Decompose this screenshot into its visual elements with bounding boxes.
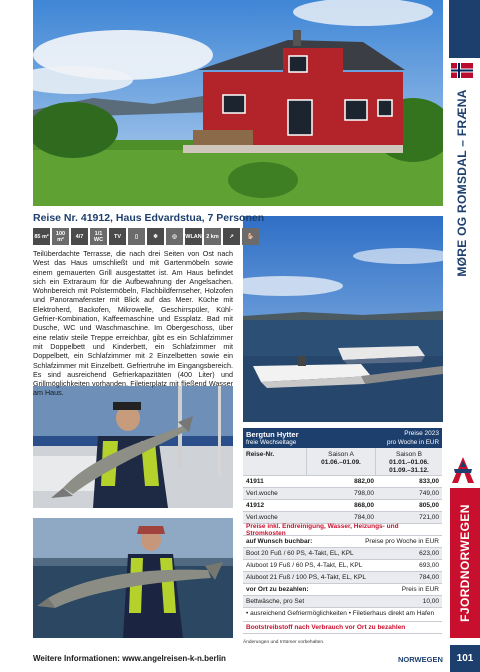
norway-flag-icon (451, 63, 473, 78)
boat-price: 784,00 (419, 574, 439, 581)
shop-icon: 2 km (204, 228, 221, 245)
footer-country: NORWEGEN (398, 655, 443, 664)
price-table-header (243, 428, 442, 448)
price-table (243, 428, 442, 634)
amenity-icons (33, 228, 259, 245)
boat-row (243, 572, 442, 584)
season-a-price: 784,00 (354, 514, 374, 521)
season-a-price: 882,00 (354, 478, 374, 485)
angler-fish-photo-2 (33, 518, 233, 638)
house-photo (33, 0, 443, 206)
price-row-label: 41912 (246, 502, 265, 509)
season-a-price: 868,00 (354, 502, 374, 509)
price-row-label: Verl.woche (246, 514, 278, 521)
footer-info: Weitere Informationen: www.angelreisen-k-n.berlin (33, 654, 226, 663)
boat-price: 693,00 (419, 562, 439, 569)
inclusive-note: Preise inkl. Endreinigung, Wasser, Heizungs- und Stromkosten (243, 524, 442, 536)
price-row (243, 476, 442, 488)
wlan-icon: WLAN (185, 228, 202, 245)
rooms-icon: 4/7 (71, 228, 88, 245)
pets-icon: 🐕 (242, 228, 259, 245)
tv-icon: TV (109, 228, 126, 245)
listing-title: Reise Nr. 41912, Haus Edvardstua, 7 Personen (33, 212, 265, 224)
trip-number-header: Reise-Nr. (246, 451, 275, 458)
season-b-price: 721,00 (419, 514, 439, 521)
region-label: MØRE OG ROMSDAL – FRÆNA (455, 88, 469, 277)
boat-label: Aluboot 19 Fuß / 60 PS, 4-Takt, EL, KPL (246, 562, 363, 569)
size-icon: 85 m² (33, 228, 50, 245)
boat-label: Boot 20 Fuß / 60 PS, 4-Takt, EL, KPL (246, 550, 354, 557)
disclaimer: Änderungen und Irrtümer vorbehalten. (243, 640, 325, 645)
price-unit: pro Woche in EUR (386, 439, 439, 446)
season-b-price: 749,00 (419, 490, 439, 497)
boat-row (243, 560, 442, 572)
boats-harbor-photo (243, 216, 443, 422)
freezer-icon: ❄ (147, 228, 164, 245)
boat-row (243, 548, 442, 560)
sidebar-top-bar (449, 0, 480, 58)
accommodation-name: Bergtun Hytter (246, 430, 299, 439)
season-a-header: Saison A 01.06.–01.09. (306, 448, 375, 475)
fridge-icon: ▯ (128, 228, 145, 245)
price-rows (243, 476, 442, 524)
page-number: 101 (450, 645, 480, 672)
plot-icon: 100 m² (52, 228, 69, 245)
season-a-price: 798,00 (354, 490, 374, 497)
price-row-label: Verl.woche (246, 490, 278, 497)
boat-label: Aluboot 21 Fuß / 100 PS, 4-Takt, EL, KPL (246, 574, 366, 581)
bookable-section-header: auf Wunsch buchbar: Preise pro Woche in EUR (243, 536, 442, 548)
fuel-note: Bootstreibstoff nach Verbrauch vor Ort zu bezahlen (243, 622, 442, 634)
changeover-note: freie Wechseltage (246, 439, 297, 446)
season-b-header: Saison B 01.01.–01.06. 01.09.–31.12. (375, 448, 442, 475)
listing-description: Teilüberdachte Terrasse, die nach drei Seiten von Ost nach West das Haus umschließt und mit Gartenmöbeln sowie einem gemauerten Grill ausgestattet ist. Am Haus befindet sich ein Extraraum für die Aufbewahrung der Angelsachen. Wohnbereich mit Polstermöbeln, Flachbildfernseher, Holzofen und Panoramafenster mit Blick auf das Meer. Küche mit Elektroherd, Backofen, Mikrowelle, Geschirrspüler, Kühl-Gefrier-Kombination, Kaffeemaschine und Essplatz. Bad mit Dusche, WC und Waschmaschine. Im Obergeschoss, über eine relativ steile Treppe erreichbar, gibt es ein Schlafzimmer mit Doppelbett und Kinderbett, ein Schlafzimmer mit Doppelbett, ein Schlafzimmer mit 2 Einzelbetten sowie ein Schlafzimmer mit Einzelbett. Gefriertruhe im Eingangsbereich. Es sind ausreichend Gefrierkapazitäten (400 Liter) und Grillmöglichkeiten vorhanden. Filetierplatz mit fließend Wasser am Haus. (33, 249, 233, 398)
boat-rows (243, 548, 442, 584)
season-header-row (243, 448, 442, 476)
price-year: Preise 2023 (404, 430, 439, 437)
price-row (243, 488, 442, 500)
washer-icon: ◎ (166, 228, 183, 245)
angler-fish-photo-1 (33, 386, 233, 508)
fishing-icon: ↗ (223, 228, 240, 245)
brand-logo-icon (450, 455, 476, 485)
season-b-price: 805,00 (419, 502, 439, 509)
price-row (243, 500, 442, 512)
boat-price: 623,00 (419, 550, 439, 557)
extras-list: • ausreichend Gefriermöglichkeiten • Filetierhaus direkt am Hafen (243, 608, 442, 622)
price-row-label: 41911 (246, 478, 264, 485)
season-b-price: 833,00 (419, 478, 439, 485)
onsite-section-header: vor Ort zu bezahlen: Preis in EUR (243, 584, 442, 596)
wc-icon: 1/1 WC (90, 228, 107, 245)
linen-row: Bettwäsche, pro Set 10,00 (243, 596, 442, 608)
country-sidebar-label: FJORDNORWEGEN (450, 488, 480, 638)
